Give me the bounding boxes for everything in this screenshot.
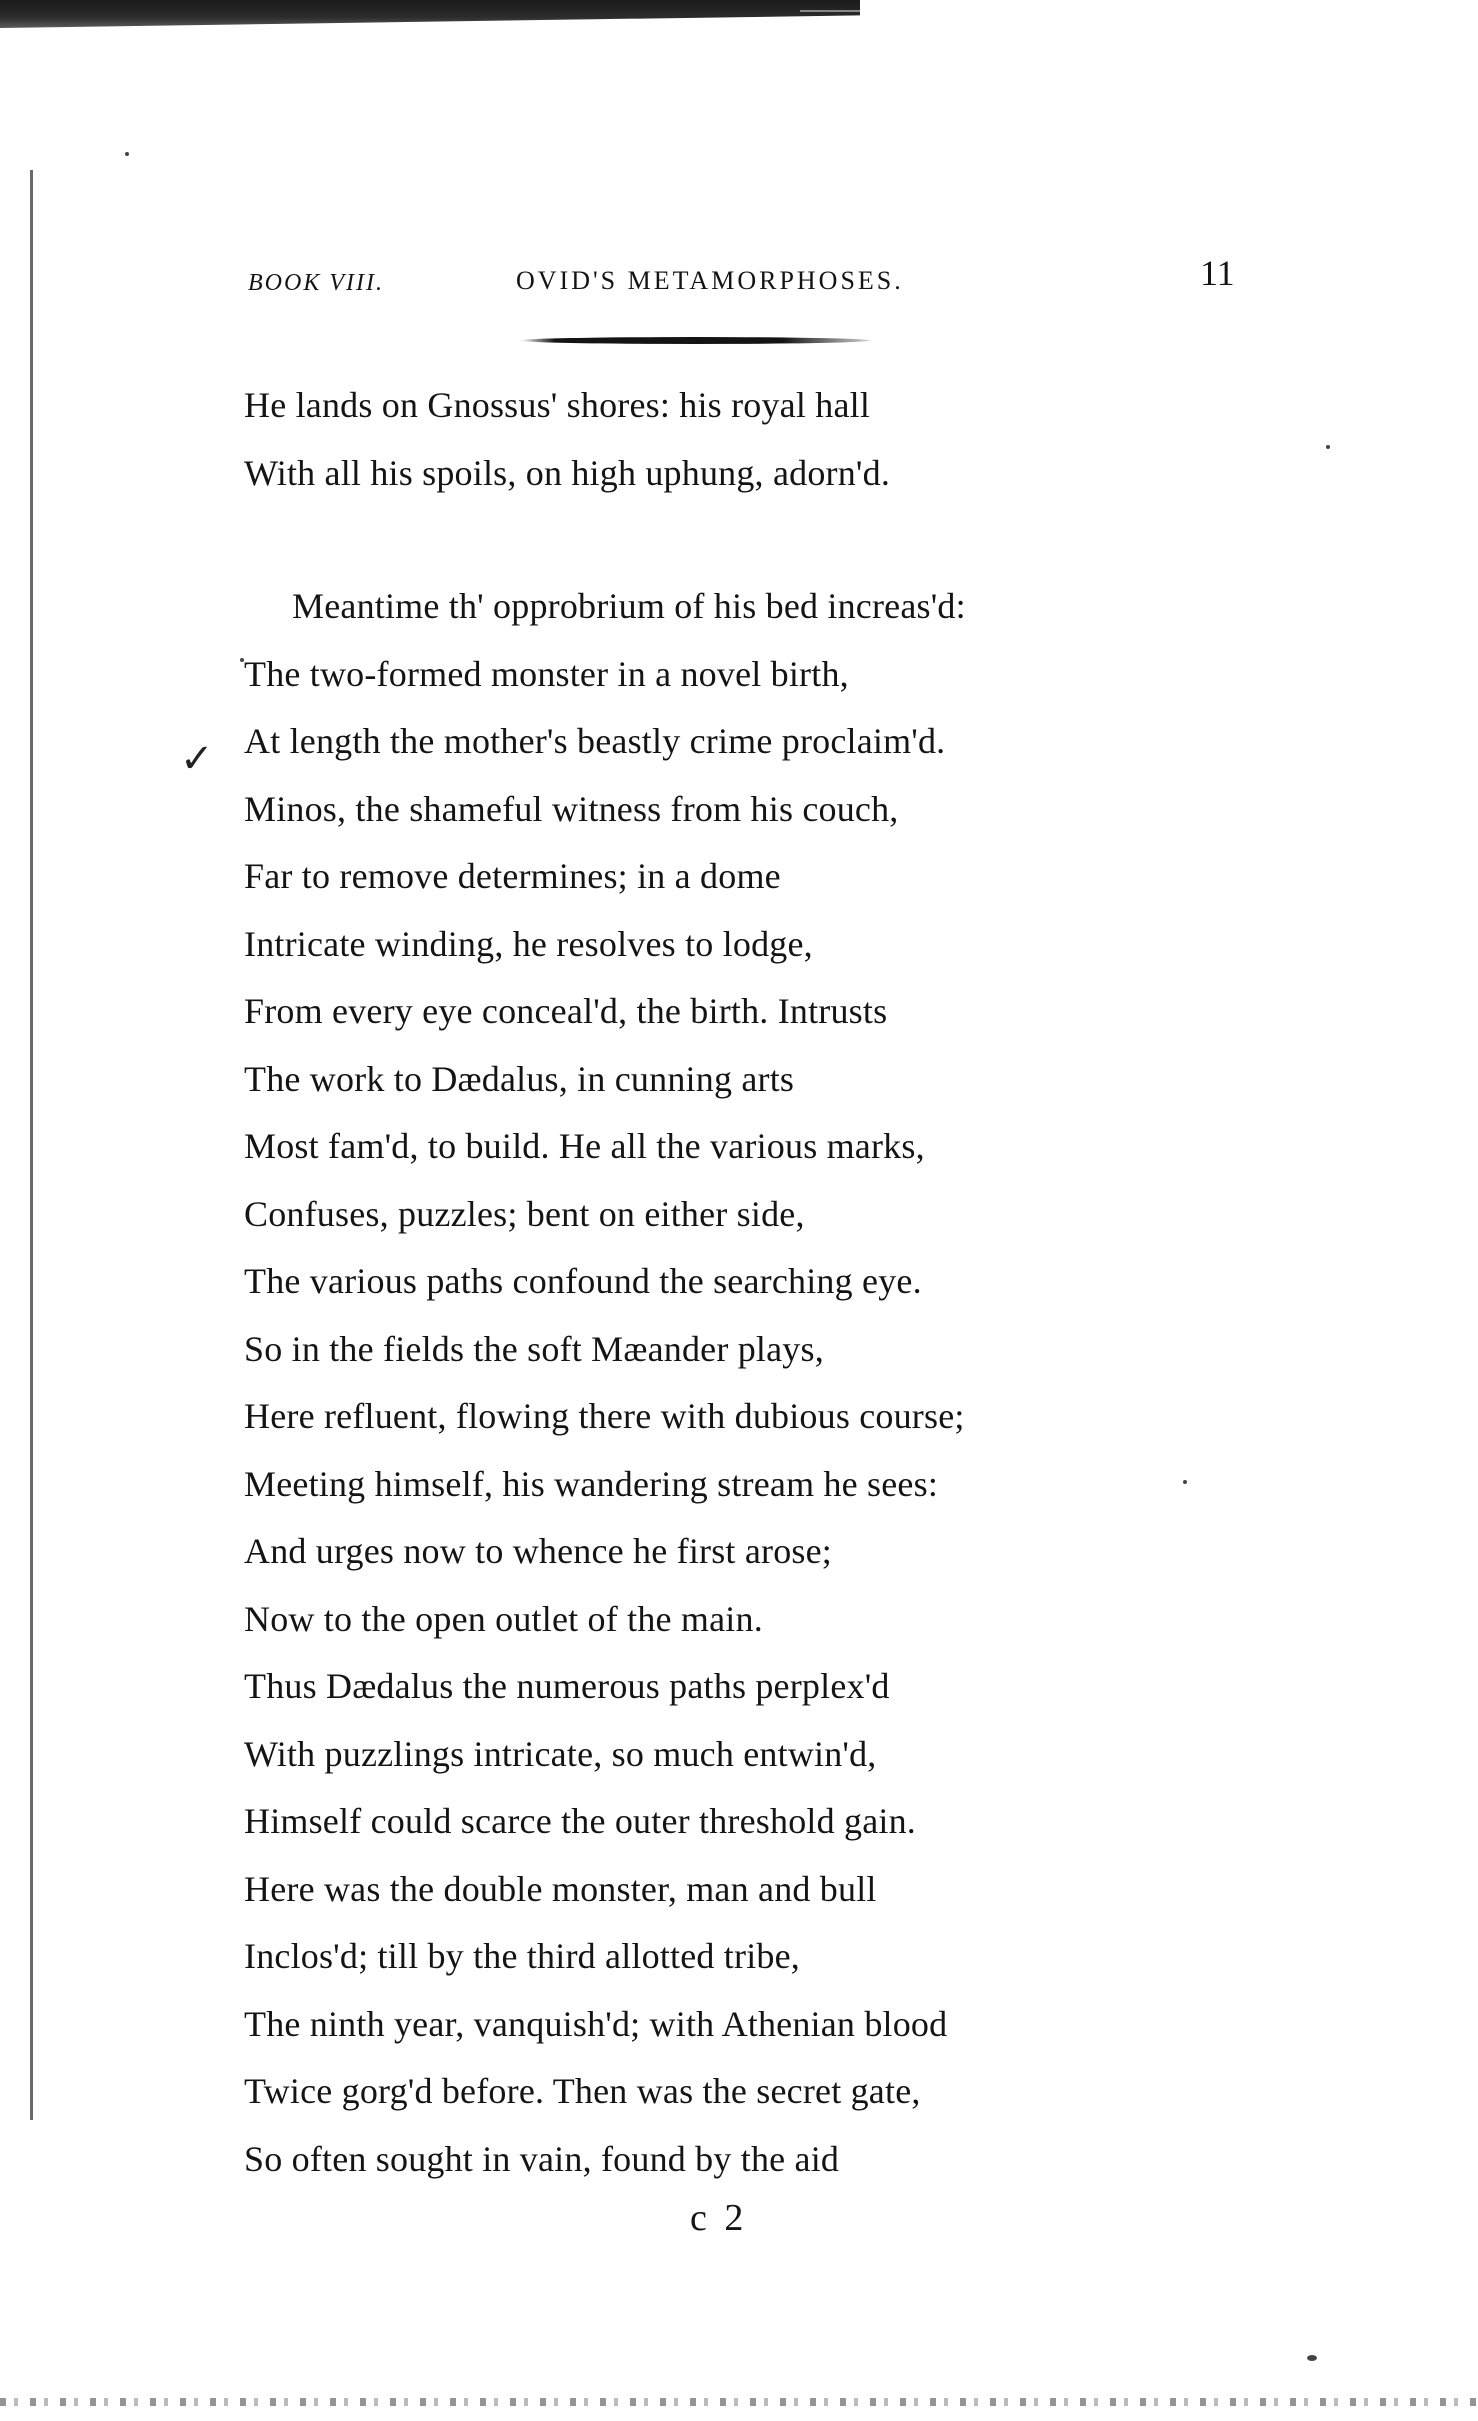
header-rule	[520, 337, 870, 344]
running-header	[248, 253, 1238, 302]
verse-line: Thus Dædalus the numerous paths perplex'd	[244, 1666, 890, 1706]
page-number: 11	[1200, 253, 1235, 293]
verse-line: Meantime th' opprobrium of his bed increas'd:	[292, 586, 966, 626]
ink-speck	[125, 152, 129, 156]
verse-line: Most fam'd, to build. He all the various marks,	[244, 1126, 925, 1166]
verse-line: Confuses, puzzles; bent on either side,	[244, 1193, 805, 1234]
scan-edge-bottom	[0, 2398, 1478, 2406]
ink-speck	[1326, 445, 1330, 449]
verse-line: He lands on Gnossus' shores: his royal hall	[244, 385, 871, 425]
verse-line: Far to remove determines; in a dome	[244, 856, 781, 896]
margin-check-mark: ✓	[180, 736, 214, 781]
verse-line: And urges now to whence he first arose;	[244, 1531, 832, 1571]
scan-edge-left	[30, 170, 33, 2120]
ink-speck	[1307, 2355, 1317, 2361]
book-label: BOOK VIII.	[248, 270, 384, 296]
verse-line: So often sought in vain, found by the aid	[244, 2138, 840, 2179]
verse-line: With all his spoils, on high uphung, adorn'd.	[244, 452, 891, 493]
verse-line: Minos, the shameful witness from his couch,	[244, 788, 899, 829]
verse-line: Now to the open outlet of the main.	[244, 1598, 763, 1639]
verse-line: Here was the double monster, man and bull	[244, 1868, 877, 1909]
running-title: OVID'S METAMORPHOSES.	[516, 266, 904, 295]
stanza-1	[244, 372, 1244, 507]
verse-line: With puzzlings intricate, so much entwin'd,	[244, 1733, 877, 1774]
verse-line: Inclos'd; till by the third allotted tribe,	[244, 1936, 800, 1976]
verse-line: From every eye conceal'd, the birth. Intrusts	[244, 991, 888, 1031]
verse-line: The work to Dædalus, in cunning arts	[244, 1058, 795, 1099]
verse-line: The two-formed monster in a novel birth,	[244, 653, 849, 694]
verse-line: Intricate winding, he resolves to lodge,	[244, 923, 813, 964]
ink-speck	[240, 658, 244, 662]
signature-mark: c 2	[690, 2197, 748, 2239]
scan-edge-top-thin	[800, 10, 860, 12]
verse-line: The ninth year, vanquish'd; with Athenian blood	[244, 2003, 948, 2044]
stanza-2	[244, 573, 1244, 2193]
verse-line: Here refluent, flowing there with dubious course;	[244, 1396, 965, 1436]
verse-line: At length the mother's beastly crime proclaim'd.	[244, 721, 946, 761]
verse-line: The various paths confound the searching eye.	[244, 1261, 922, 1301]
verse-line: So in the fields the soft Mæander plays,	[244, 1328, 824, 1369]
verse-line: Himself could scarce the outer threshold gain.	[244, 1801, 916, 1841]
verse-line: Twice gorg'd before. Then was the secret gate,	[244, 2071, 921, 2111]
verse-line: Meeting himself, his wandering stream he sees:	[244, 1463, 939, 1504]
scan-edge-top	[0, 0, 860, 28]
ink-speck	[1183, 1480, 1187, 1484]
